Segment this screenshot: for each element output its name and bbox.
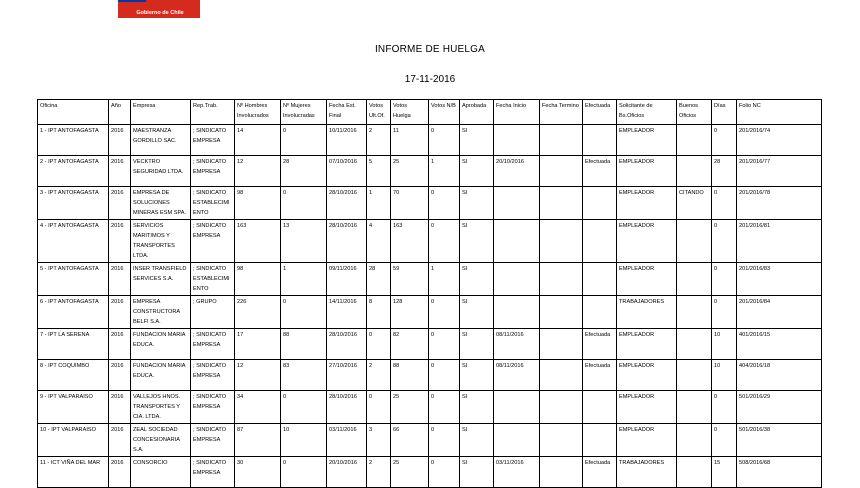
- table-cell: 5: [367, 156, 391, 187]
- table-cell: 2: [367, 125, 391, 156]
- table-cell: 0: [712, 296, 737, 329]
- table-cell: VECKTRO SEGURIDAD LTDA.: [131, 156, 191, 187]
- table-cell: 25: [391, 391, 429, 424]
- table-cell: 0: [712, 391, 737, 424]
- table-cell: [677, 156, 712, 187]
- table-cell: 3 - IPT ANTOFAGASTA: [38, 187, 109, 220]
- table-cell: EMPLEADOR: [617, 125, 677, 156]
- table-body: [38, 125, 822, 488]
- column-header: Rep.Trab.: [191, 100, 235, 125]
- table-cell: 11 - ICT VIÑA DEL MAR: [38, 457, 109, 488]
- table-cell: 59: [391, 263, 429, 296]
- gobierno-de-chile-logo: [118, 0, 200, 18]
- table-cell: SI: [460, 220, 494, 263]
- table-cell: 28: [281, 156, 327, 187]
- table-cell: 0: [281, 187, 327, 220]
- table-cell: FUNDACION MARIA EDUCA.: [131, 329, 191, 360]
- table-header-row: [38, 100, 822, 125]
- table-cell: EMPLEADOR: [617, 220, 677, 263]
- table-cell: 0: [429, 424, 460, 457]
- table-cell: ; SINDICATO ESTABLECIMIENTO: [191, 263, 235, 296]
- table-cell: ; SINDICATO EMPRESA: [191, 391, 235, 424]
- table-cell: 28/10/2016: [327, 329, 367, 360]
- table-cell: [583, 391, 617, 424]
- table-row: [38, 329, 822, 360]
- table-cell: 4 - IPT ANTOFAGASTA: [38, 220, 109, 263]
- column-header: Empresa: [131, 100, 191, 125]
- table-cell: ; SINDICATO EMPRESA: [191, 329, 235, 360]
- table-cell: 98: [235, 263, 281, 296]
- table-row: [38, 360, 822, 391]
- table-cell: SI: [460, 329, 494, 360]
- table-cell: CONSORCIO: [131, 457, 191, 488]
- table-cell: 2: [367, 457, 391, 488]
- table-cell: 163: [391, 220, 429, 263]
- table-row: [38, 263, 822, 296]
- table-cell: [677, 360, 712, 391]
- report-title: INFORME DE HUELGA: [374, 44, 486, 55]
- table-cell: 2016: [109, 125, 131, 156]
- table-cell: 2016: [109, 263, 131, 296]
- table-cell: 11: [391, 125, 429, 156]
- table-cell: 09/11/2016: [327, 263, 367, 296]
- table-cell: SI: [460, 391, 494, 424]
- table-cell: 10 - IPT VALPARAISO: [38, 424, 109, 457]
- table-cell: EMPLEADOR: [617, 187, 677, 220]
- table-cell: 28: [712, 156, 737, 187]
- table-cell: 07/10/2016: [327, 156, 367, 187]
- table-cell: EMPLEADOR: [617, 329, 677, 360]
- table-row: [38, 296, 822, 329]
- table-cell: [677, 457, 712, 488]
- table-cell: MAESTRANZA GORDILLO SAC.: [131, 125, 191, 156]
- table-cell: [540, 187, 583, 220]
- column-header: Aprobada: [460, 100, 494, 125]
- table-cell: 0: [429, 296, 460, 329]
- table-cell: ; GRUPO: [191, 296, 235, 329]
- table-cell: 226: [235, 296, 281, 329]
- table-cell: SI: [460, 360, 494, 391]
- table-cell: SI: [460, 156, 494, 187]
- table-cell: [677, 329, 712, 360]
- column-header: Votos Huelga: [391, 100, 429, 125]
- column-header: Votos Ult.Of.: [367, 100, 391, 125]
- table-cell: [494, 391, 540, 424]
- table-cell: [494, 125, 540, 156]
- table-cell: 28/10/2016: [327, 391, 367, 424]
- table-cell: 27/10/2016: [327, 360, 367, 391]
- table-cell: 28/10/2016: [327, 187, 367, 220]
- table-cell: 404/2016/18: [737, 360, 822, 391]
- table-cell: 0: [429, 391, 460, 424]
- column-header: Solicitante de Bs.Oficios: [617, 100, 677, 125]
- table-cell: [540, 263, 583, 296]
- column-header: Oficina: [38, 100, 109, 125]
- column-header: Año: [109, 100, 131, 125]
- table-cell: TRABAJADORES: [617, 296, 677, 329]
- column-header: Nº Hombres Involucrados: [235, 100, 281, 125]
- table-cell: [677, 263, 712, 296]
- table-cell: 0: [429, 220, 460, 263]
- table-cell: 128: [391, 296, 429, 329]
- table-cell: 6 - IPT ANTOFAGASTA: [38, 296, 109, 329]
- table-cell: 08/11/2016: [494, 360, 540, 391]
- table-cell: 508/2016/68: [737, 457, 822, 488]
- table-cell: 1: [281, 263, 327, 296]
- table-cell: [494, 424, 540, 457]
- table-cell: [540, 457, 583, 488]
- table-cell: SI: [460, 187, 494, 220]
- table-cell: 2016: [109, 424, 131, 457]
- table-cell: ; SINDICATO EMPRESA: [191, 220, 235, 263]
- table-cell: [494, 220, 540, 263]
- table-cell: [540, 424, 583, 457]
- table-cell: [677, 220, 712, 263]
- table-cell: 163: [235, 220, 281, 263]
- table-cell: [583, 220, 617, 263]
- table-cell: 66: [391, 424, 429, 457]
- table-cell: 0: [712, 187, 737, 220]
- table-cell: 10: [712, 329, 737, 360]
- table-cell: SERVICIOS MARITIMOS Y TRANSPORTES LTDA.: [131, 220, 191, 263]
- column-header: Votos N/B: [429, 100, 460, 125]
- logo-text: Gobierno de Chile: [136, 10, 184, 16]
- table-cell: [583, 263, 617, 296]
- table-cell: [540, 125, 583, 156]
- table-cell: 2016: [109, 296, 131, 329]
- table-row: [38, 220, 822, 263]
- table-cell: [540, 220, 583, 263]
- table-cell: 0: [281, 457, 327, 488]
- table-cell: 0: [712, 424, 737, 457]
- table-row: [38, 156, 822, 187]
- table-cell: 2016: [109, 187, 131, 220]
- table-cell: 0: [281, 296, 327, 329]
- table-cell: 4: [367, 220, 391, 263]
- table-cell: 03/11/2016: [494, 457, 540, 488]
- table-cell: 14/11/2016: [327, 296, 367, 329]
- table-cell: 82: [391, 329, 429, 360]
- table-cell: 25: [391, 156, 429, 187]
- table-cell: 87: [235, 424, 281, 457]
- table-cell: EMPLEADOR: [617, 424, 677, 457]
- table-cell: 9 - IPT VALPARAISO: [38, 391, 109, 424]
- table-cell: FUNDACION MARIA EDUCA.: [131, 360, 191, 391]
- table-cell: 501/2016/29: [737, 391, 822, 424]
- strike-report-table: [37, 99, 822, 488]
- table-cell: 25: [391, 457, 429, 488]
- table-cell: Efectuada: [583, 156, 617, 187]
- column-header: Fecha Est. Final: [327, 100, 367, 125]
- table-cell: 34: [235, 391, 281, 424]
- table-cell: EMPLEADOR: [617, 156, 677, 187]
- table-cell: 12: [235, 360, 281, 391]
- table-cell: [540, 360, 583, 391]
- table-cell: 70: [391, 187, 429, 220]
- table-cell: [494, 263, 540, 296]
- table-cell: [677, 125, 712, 156]
- table-cell: [677, 296, 712, 329]
- table-cell: 0: [429, 125, 460, 156]
- table-cell: [540, 156, 583, 187]
- table-cell: 10/11/2016: [327, 125, 367, 156]
- table-cell: 2016: [109, 360, 131, 391]
- table-cell: 83: [281, 360, 327, 391]
- table-cell: [583, 125, 617, 156]
- table-cell: 2016: [109, 220, 131, 263]
- table-cell: SI: [460, 263, 494, 296]
- table-cell: ; SINDICATO EMPRESA: [191, 424, 235, 457]
- table-cell: ZEAL SOCIEDAD CONCESIONARIA S.A.: [131, 424, 191, 457]
- table-cell: 1: [367, 187, 391, 220]
- table-cell: VALLEJOS HNOS. TRANSPORTES Y CIA. LTDA.: [131, 391, 191, 424]
- column-header: Días: [712, 100, 737, 125]
- table-cell: ; SINDICATO EMPRESA: [191, 125, 235, 156]
- table-cell: EMPLEADOR: [617, 360, 677, 391]
- table-cell: [494, 187, 540, 220]
- column-header: Nº Mujeres Involucradas: [281, 100, 327, 125]
- table-cell: 8: [367, 296, 391, 329]
- table-cell: 0: [712, 125, 737, 156]
- table-cell: 2016: [109, 156, 131, 187]
- table-cell: 98: [235, 187, 281, 220]
- table-cell: 1: [429, 156, 460, 187]
- table-cell: INSER TRANSFIELD SERVICES S.A.: [131, 263, 191, 296]
- table-cell: ; SINDICATO EMPRESA: [191, 156, 235, 187]
- table-cell: 0: [281, 391, 327, 424]
- table-cell: 201/2016/84: [737, 296, 822, 329]
- table-cell: 20/10/2016: [494, 156, 540, 187]
- table-cell: ; SINDICATO EMPRESA: [191, 457, 235, 488]
- table-cell: 2 - IPT ANTOFAGASTA: [38, 156, 109, 187]
- table-cell: 10: [281, 424, 327, 457]
- table-cell: Efectuada: [583, 457, 617, 488]
- table-cell: TRABAJADORES: [617, 457, 677, 488]
- table-cell: 0: [429, 187, 460, 220]
- table-cell: 0: [367, 329, 391, 360]
- table-cell: EMPRESA DE SOLUCIONES MINERAS ESM SPA.: [131, 187, 191, 220]
- table-cell: 10: [712, 360, 737, 391]
- table-cell: 2: [367, 360, 391, 391]
- table-cell: 88: [281, 329, 327, 360]
- table-cell: 5 - IPT ANTOFAGASTA: [38, 263, 109, 296]
- table-cell: 1 - IPT ANTOFAGASTA: [38, 125, 109, 156]
- column-header: Folio NC: [737, 100, 822, 125]
- table-cell: 28: [367, 263, 391, 296]
- table-row: [38, 391, 822, 424]
- table-cell: 2016: [109, 457, 131, 488]
- table-cell: 7 - IPT LA SERENA: [38, 329, 109, 360]
- table-cell: 0: [367, 391, 391, 424]
- table-cell: ; SINDICATO ESTABLECIMIENTO: [191, 187, 235, 220]
- table-cell: 14: [235, 125, 281, 156]
- table-cell: [540, 329, 583, 360]
- table-cell: SI: [460, 424, 494, 457]
- table-cell: 12: [235, 156, 281, 187]
- table-cell: 08/11/2016: [494, 329, 540, 360]
- table-cell: 201/2016/77: [737, 156, 822, 187]
- table-row: [38, 424, 822, 457]
- table-cell: 0: [712, 220, 737, 263]
- table-cell: 0: [281, 125, 327, 156]
- column-header: Fecha Termino: [540, 100, 583, 125]
- table-cell: 501/2016/38: [737, 424, 822, 457]
- table-cell: 15: [712, 457, 737, 488]
- table-cell: 0: [429, 360, 460, 391]
- table-cell: [677, 391, 712, 424]
- table-cell: 201/2016/78: [737, 187, 822, 220]
- table-cell: 30: [235, 457, 281, 488]
- table-cell: SI: [460, 457, 494, 488]
- column-header: Efectuada: [583, 100, 617, 125]
- table-cell: 0: [712, 263, 737, 296]
- table-row: [38, 187, 822, 220]
- table-cell: [583, 424, 617, 457]
- table-cell: Efectuada: [583, 329, 617, 360]
- table-cell: [677, 424, 712, 457]
- table-cell: 03/11/2016: [327, 424, 367, 457]
- table-cell: 2016: [109, 391, 131, 424]
- table-cell: [583, 187, 617, 220]
- table-cell: [583, 296, 617, 329]
- table-cell: 2016: [109, 329, 131, 360]
- table-cell: [494, 296, 540, 329]
- column-header: Buenos Oficios: [677, 100, 712, 125]
- table-cell: 88: [391, 360, 429, 391]
- table-cell: ; SINDICATO EMPRESA: [191, 360, 235, 391]
- table-cell: 201/2016/74: [737, 125, 822, 156]
- table-row: [38, 125, 822, 156]
- table-cell: EMPRESA CONSTRUCTORA BELFI S.A.: [131, 296, 191, 329]
- table-cell: 0: [429, 329, 460, 360]
- table-cell: EMPLEADOR: [617, 391, 677, 424]
- table-row: [38, 457, 822, 488]
- table-cell: 201/2016/83: [737, 263, 822, 296]
- table-cell: SI: [460, 125, 494, 156]
- table-cell: 401/2016/15: [737, 329, 822, 360]
- logo-blue-bar: [118, 0, 146, 2]
- table-cell: 3: [367, 424, 391, 457]
- table-cell: 8 - IPT COQUIMBO: [38, 360, 109, 391]
- table-cell: 17: [235, 329, 281, 360]
- table-cell: 20/10/2016: [327, 457, 367, 488]
- table-cell: 13: [281, 220, 327, 263]
- table-cell: 0: [429, 457, 460, 488]
- report-date: 17-11-2016: [404, 74, 456, 85]
- table-cell: SI: [460, 296, 494, 329]
- column-header: Fecha Inicio: [494, 100, 540, 125]
- table-cell: [540, 296, 583, 329]
- table-cell: [540, 391, 583, 424]
- table-cell: 1: [429, 263, 460, 296]
- table-cell: 201/2016/81: [737, 220, 822, 263]
- table-cell: Efectuada: [583, 360, 617, 391]
- table-cell: CITANDO: [677, 187, 712, 220]
- table-cell: EMPLEADOR: [617, 263, 677, 296]
- table-cell: 28/10/2016: [327, 220, 367, 263]
